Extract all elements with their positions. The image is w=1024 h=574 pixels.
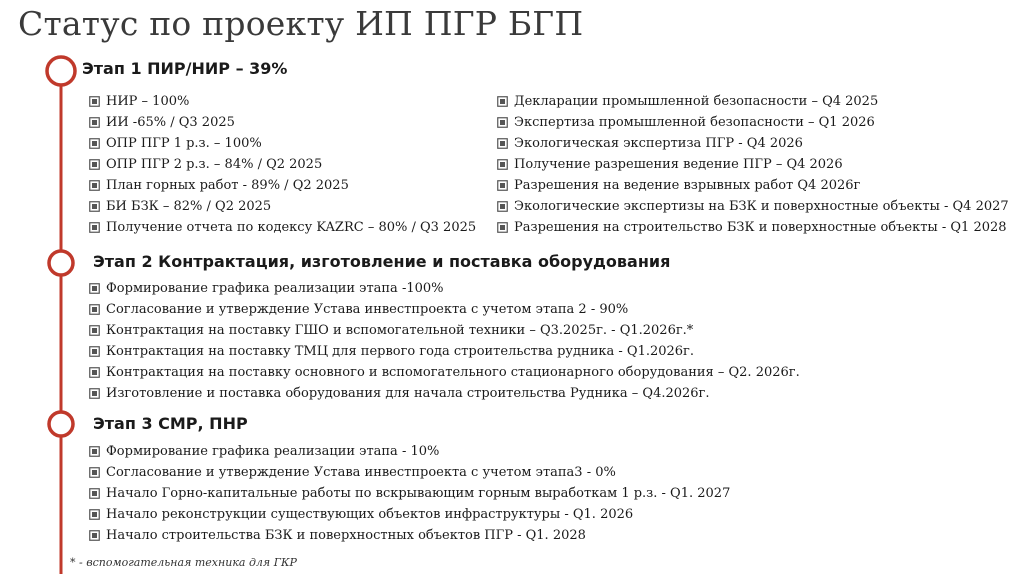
square-bullet-icon — [89, 346, 100, 357]
list-item-text: Начало реконструкции существующих объектов инфраструктуры - Q1. 2026 — [106, 507, 634, 522]
list-item — [89, 217, 476, 238]
list-item-text: ОПР ПГР 1 р.з. – 100% — [106, 136, 262, 151]
list-item — [89, 278, 800, 299]
square-bullet-icon — [89, 304, 100, 315]
stage2-heading: Этап 2 Контрактация, изготовление и поставка оборудования — [93, 252, 671, 271]
list-item — [497, 91, 1009, 112]
square-bullet-icon — [89, 446, 100, 457]
timeline-node-stage1 — [47, 57, 75, 85]
square-bullet-icon — [89, 201, 100, 212]
square-bullet-icon — [497, 222, 508, 233]
list-item-text: Получение отчета по кодексу KAZRC – 80% / Q3 2025 — [106, 220, 477, 235]
list-item-text: Контрактация на поставку ГШО и вспомогательной техники – Q3.2025г. - Q1.2026г.* — [106, 323, 694, 338]
square-bullet-icon — [89, 283, 100, 294]
square-bullet-icon — [89, 488, 100, 499]
list-item-text: Начало Горно-капитальные работы по вскрывающим горным выработкам 1 р.з. - Q1. 2027 — [106, 486, 731, 501]
square-bullet-icon — [89, 180, 100, 191]
list-item — [89, 525, 730, 546]
square-bullet-icon — [497, 117, 508, 128]
square-bullet-icon — [89, 530, 100, 541]
square-bullet-icon — [497, 96, 508, 107]
square-bullet-icon — [89, 325, 100, 336]
stage2-list — [89, 278, 800, 404]
list-item-text: Начало строительства БЗК и поверхностных объектов ПГР - Q1. 2028 — [106, 528, 586, 543]
square-bullet-icon — [89, 222, 100, 233]
footnote: * - вспомогательная техника для ГКР — [70, 556, 297, 569]
list-item-text: Изготовление и поставка оборудования для начала строительства Рудника – Q4.2026г. — [106, 386, 710, 401]
list-item-text: Экспертиза промышленной безопасности – Q1 2026 — [514, 115, 875, 130]
timeline — [0, 0, 100, 574]
list-item — [89, 91, 476, 112]
stage1-heading: Этап 1 ПИР/НИР – 39% — [82, 59, 288, 78]
list-item-text: Формирование графика реализации этапа - 10% — [106, 444, 440, 459]
square-bullet-icon — [89, 96, 100, 107]
square-bullet-icon — [89, 467, 100, 478]
stage3-list — [89, 441, 730, 546]
list-item — [89, 483, 730, 504]
list-item — [497, 196, 1009, 217]
list-item — [89, 133, 476, 154]
list-item-text: ОПР ПГР 2 р.з. – 84% / Q2 2025 — [106, 157, 323, 172]
square-bullet-icon — [497, 180, 508, 191]
square-bullet-icon — [497, 138, 508, 149]
list-item-text: Контрактация на поставку ТМЦ для первого года строительства рудника - Q1.2026г. — [106, 344, 695, 359]
list-item — [89, 154, 476, 175]
list-item — [89, 441, 730, 462]
list-item-text: Экологическая экспертиза ПГР - Q4 2026 — [514, 136, 803, 151]
list-item — [89, 462, 730, 483]
list-item-text: Экологические экспертизы на БЗК и поверхностные объекты - Q4 2027 — [514, 199, 1009, 214]
square-bullet-icon — [89, 138, 100, 149]
list-item — [497, 133, 1009, 154]
list-item — [497, 175, 1009, 196]
list-item-text: Формирование графика реализации этапа -100% — [106, 281, 444, 296]
list-item-text: БИ БЗК – 82% / Q2 2025 — [106, 199, 272, 214]
list-item-text: План горных работ - 89% / Q2 2025 — [106, 178, 349, 193]
list-item — [89, 175, 476, 196]
list-item — [89, 362, 800, 383]
list-item-text: Получение разрешения ведение ПГР – Q4 2026 — [514, 157, 843, 172]
square-bullet-icon — [89, 388, 100, 399]
list-item — [89, 341, 800, 362]
timeline-node-stage2 — [49, 251, 73, 275]
list-item-text: Разрешения на строительство БЗК и поверхностные объекты - Q1 2028 — [514, 220, 1007, 235]
list-item — [89, 112, 476, 133]
stage1-left-list — [89, 91, 476, 238]
timeline-node-stage3 — [49, 412, 73, 436]
stage3-heading: Этап 3 СМР, ПНР — [93, 414, 248, 433]
list-item — [497, 112, 1009, 133]
list-item — [497, 217, 1009, 238]
list-item — [497, 154, 1009, 175]
square-bullet-icon — [497, 159, 508, 170]
list-item-text: НИР – 100% — [106, 94, 190, 109]
list-item — [89, 383, 800, 404]
list-item — [89, 299, 800, 320]
list-item — [89, 320, 800, 341]
stage1-right-list — [497, 91, 1009, 238]
list-item-text: Согласование и утверждение Устава инвестпроекта с учетом этапа 2 - 90% — [106, 302, 629, 317]
list-item-text: Контрактация на поставку основного и вспомогательного стационарного оборудования – Q2. 2026г. — [106, 365, 800, 380]
list-item-text: Разрешения на ведение взрывных работ Q4 2026г — [514, 178, 861, 193]
square-bullet-icon — [89, 117, 100, 128]
square-bullet-icon — [89, 367, 100, 378]
list-item — [89, 504, 730, 525]
page-title: Статус по проекту ИП ПГР БГП — [18, 4, 584, 43]
square-bullet-icon — [89, 159, 100, 170]
list-item-text: Декларации промышленной безопасности – Q4 2025 — [514, 94, 879, 109]
list-item-text: ИИ -65% / Q3 2025 — [106, 115, 235, 130]
list-item — [89, 196, 476, 217]
square-bullet-icon — [89, 509, 100, 520]
square-bullet-icon — [497, 201, 508, 212]
list-item-text: Согласование и утверждение Устава инвестпроекта с учетом этапа3 - 0% — [106, 465, 616, 480]
